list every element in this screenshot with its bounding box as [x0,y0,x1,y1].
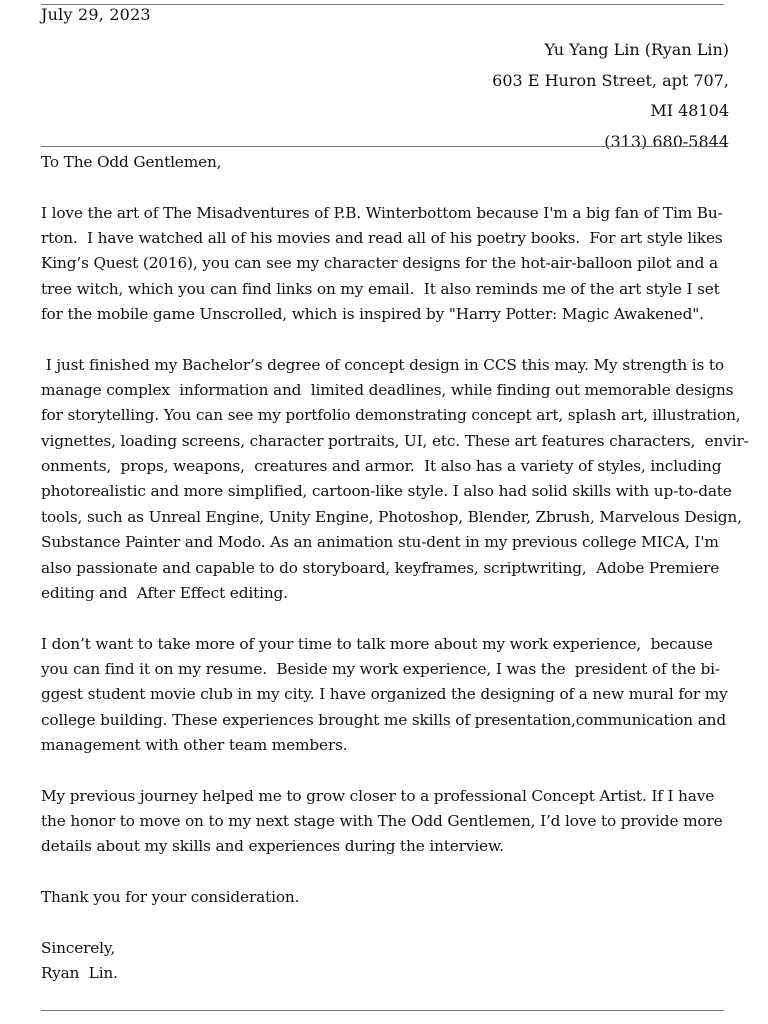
paragraph-line: college building. These experiences brought me skills of presentation,communication and [41,710,727,729]
sender-name: Yu Yang Lin (Ryan Lin) [544,40,729,59]
sender-phone: (313) 680-5844 [604,131,729,151]
paragraph-line: My previous journey helped me to grow closer to a professional Concept Artist. If I have [41,786,715,805]
paragraph-line: rton. I have watched all of his movies and read all of his poetry books. For art style likes [41,229,723,248]
paragraph-line: manage complex information and limited deadlines, while finding out memorable designs [41,381,734,400]
paragraph-4 [41,784,768,860]
paragraph-3 [41,632,768,759]
salutation: To The Odd Gentlemen, [41,153,222,171]
sender-city: MI 48104 [650,101,729,120]
paragraph-2 [41,353,768,606]
paragraph-line: Substance Painter and Modo. As an animation stu-dent in my previous college MICA, I'm [41,533,719,552]
sender-block [492,35,729,157]
paragraph-line: I love the art of The Misadventures of P.B. Winterbottom because I'm a big fan of Tim Bu- [41,203,723,222]
paragraph-line: tools, such as Unreal Engine, Unity Engine, Photoshop, Blender, Zbrush, Marvelous Design, [41,507,742,526]
paragraph-line: Thank you for your consideration. [41,887,300,906]
letter-body [41,150,768,986]
paragraph-line: photorealistic and more simplified, cartoon-like style. I also had solid skills with up-to-date [41,482,732,501]
paragraph-5 [41,885,768,910]
bottom-divider [41,1010,724,1011]
paragraph-line: for storytelling. You can see my portfolio demonstrating concept art, splash art, illustration, [41,406,741,425]
header-divider [41,146,724,147]
paragraph-line: ggest student movie club in my city. I have organized the designing of a new mural for my [41,685,728,704]
paragraph-line: I just finished my Bachelor’s degree of concept design in CCS this may. My strength is to [41,355,724,374]
paragraph-line: also passionate and capable to do storyboard, keyframes, scriptwriting, Adobe Premiere [41,558,720,577]
letter-date: July 29, 2023 [41,5,151,24]
paragraph-line: I don’t want to take more of your time to talk more about my work experience, because [41,634,713,653]
paragraph-line: vignettes, loading screens, character portraits, UI, etc. These art features characters, envir- [41,431,749,450]
sender-street: 603 E Huron Street, apt 707, [492,70,729,90]
paragraph-line: editing and After Effect editing. [41,583,288,602]
paragraph-line: you can find it on my resume. Beside my work experience, I was the president of the bi- [41,659,720,678]
paragraph-line: management with other team members. [41,735,348,754]
paragraph-line: tree witch, which you can find links on my email. It also reminds me of the art style I set [41,279,720,298]
paragraph-line: onments, props, weapons, creatures and armor. It also has a variety of styles, including [41,457,722,476]
paragraph-line: details about my skills and experiences during the interview. [41,837,504,856]
paragraph-line: the honor to move on to my next stage with The Odd Gentlemen, I’d love to provide more [41,811,723,830]
paragraph-1 [41,201,768,328]
closing: Sincerely, [41,938,116,957]
signature: Ryan Lin. [41,964,118,982]
paragraph-line: King’s Quest (2016), you can see my character designs for the hot-air-balloon pilot and a [41,254,718,273]
paragraph-line: for the mobile game Unscrolled, which is inspired by "Harry Potter: Magic Awakened". [41,305,704,324]
